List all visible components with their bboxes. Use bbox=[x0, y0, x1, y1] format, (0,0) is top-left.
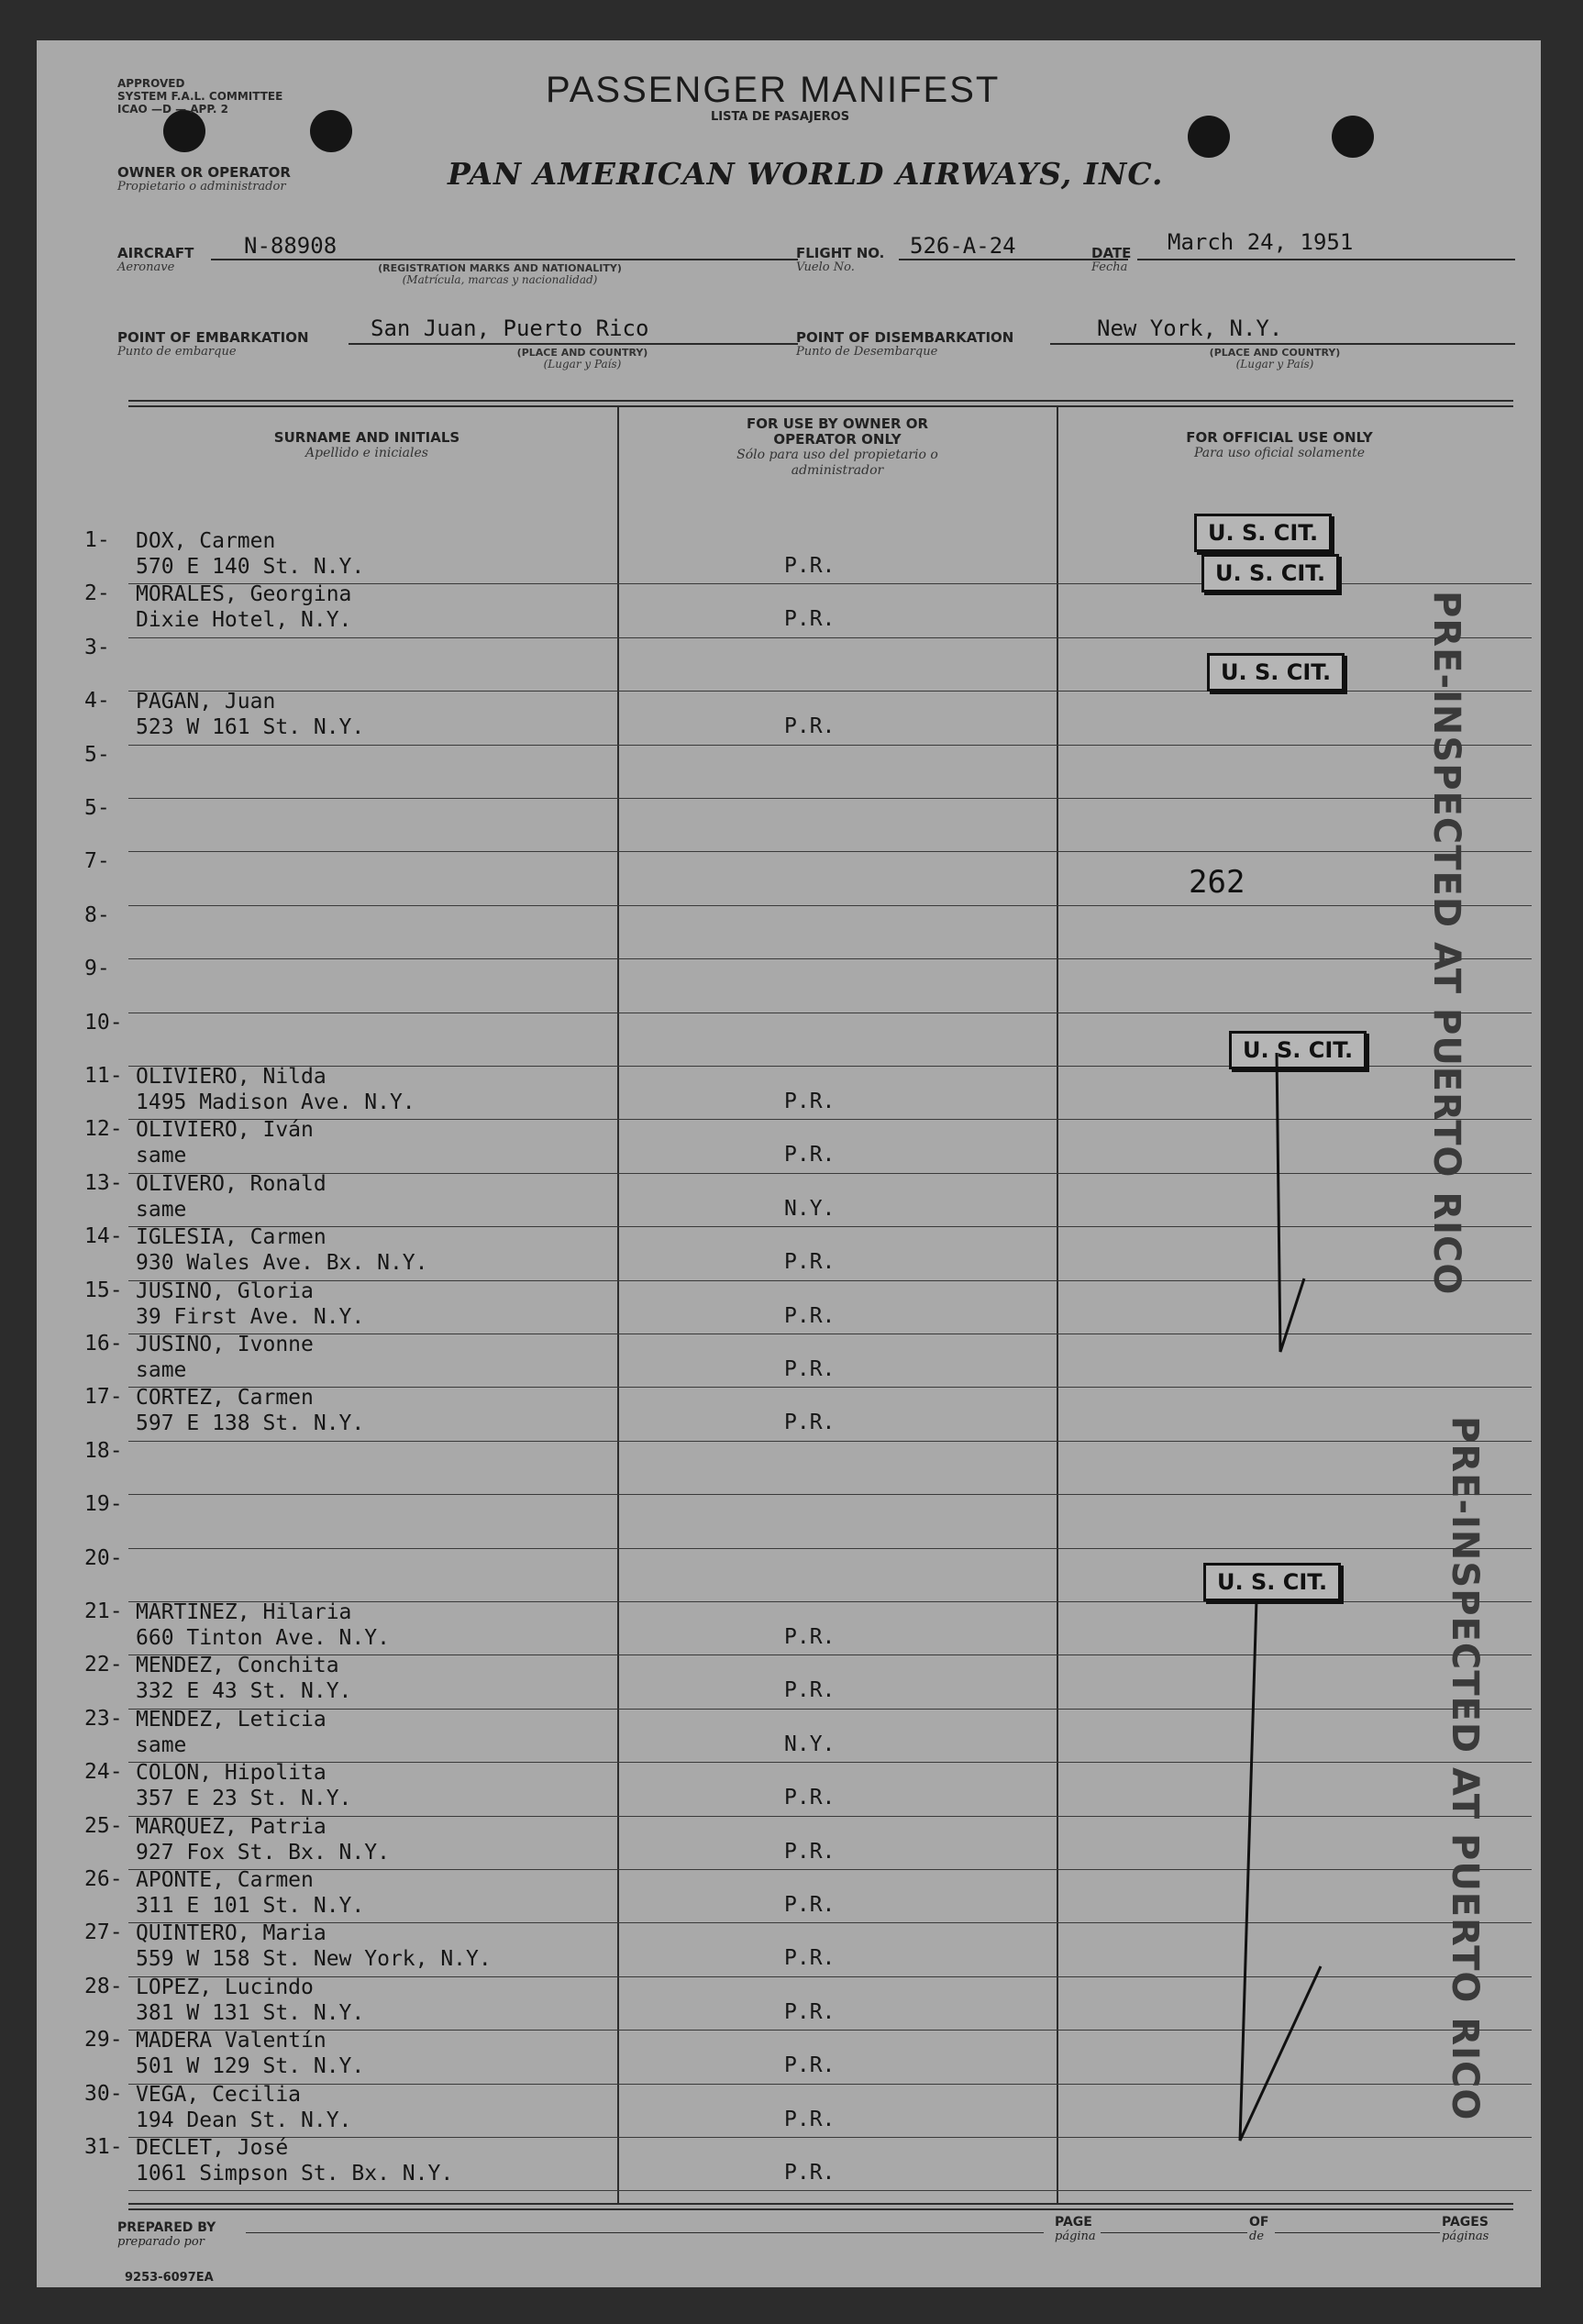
passenger-address: 597 E 138 St. N.Y. bbox=[136, 1411, 365, 1436]
table-bottom-rule bbox=[128, 2208, 1513, 2210]
passenger-address: same bbox=[136, 1358, 187, 1382]
approval-line: ICAO —D — APP. 2 bbox=[117, 103, 229, 116]
manifest-page bbox=[37, 40, 1541, 2287]
passenger-name: JUSINO, Gloria bbox=[136, 1278, 314, 1303]
flight-label: FLIGHT NO. Vuelo No. bbox=[796, 245, 885, 274]
owner-code: P.R. bbox=[784, 2107, 836, 2131]
prepared-by-line bbox=[246, 2232, 1044, 2233]
passenger-address: same bbox=[136, 1732, 187, 1757]
row-number: 13- bbox=[84, 1170, 123, 1195]
owner-column-header: FOR USE BY OWNER OR OPERATOR ONLY Sólo para uso del propietario o administrador bbox=[736, 415, 938, 478]
passenger-address: 332 E 43 St. N.Y. bbox=[136, 1679, 352, 1704]
passenger-address: 559 W 158 St. New York, N.Y. bbox=[136, 1947, 492, 1972]
pages-label: PAGES páginas bbox=[1442, 2215, 1489, 2243]
owner-code: P.R. bbox=[784, 714, 836, 739]
owner-code: P.R. bbox=[784, 2161, 836, 2185]
table-bottom-rule bbox=[128, 2203, 1513, 2205]
passenger-address: 194 Dean St. N.Y. bbox=[136, 2108, 352, 2132]
row-number: 1- bbox=[84, 528, 110, 552]
row-number: 31- bbox=[84, 2135, 123, 2159]
row-number: 28- bbox=[84, 1974, 123, 1998]
owner-code: P.R. bbox=[784, 1625, 836, 1649]
passenger-name: DOX, Carmen bbox=[136, 529, 276, 553]
date-value: March 24, 1951 bbox=[1168, 229, 1354, 255]
row-number: 15- bbox=[84, 1278, 123, 1302]
registration-note: (REGISTRATION MARKS AND NATIONALITY) (Matrícula, marcas y nacionalidad) bbox=[378, 262, 622, 286]
row-number: 19- bbox=[84, 1492, 123, 1517]
owner-code: P.R. bbox=[784, 607, 836, 632]
row-number: 21- bbox=[84, 1599, 123, 1623]
passenger-name: DECLET, José bbox=[136, 2136, 289, 2160]
owner-code: P.R. bbox=[784, 1143, 836, 1168]
passenger-name: VEGA, Cecilia bbox=[136, 2082, 302, 2107]
row-number: 4- bbox=[84, 689, 110, 714]
row-number: 26- bbox=[84, 1867, 123, 1891]
passenger-name: OLIVIERO, Nilda bbox=[136, 1065, 327, 1089]
us-citizen-stamp: U. S. CIT. bbox=[1201, 554, 1339, 592]
passenger-address: 927 Fox St. Bx. N.Y. bbox=[136, 1840, 390, 1865]
passenger-name: LOPEZ, Lucindo bbox=[136, 1975, 314, 1999]
page-title: PASSENGER MANIFEST bbox=[546, 70, 1001, 110]
page-label: PAGE página bbox=[1055, 2215, 1096, 2243]
row-number: 2- bbox=[84, 581, 110, 606]
passenger-address: 523 W 161 St. N.Y. bbox=[136, 715, 365, 740]
passenger-address: 39 First Ave. N.Y. bbox=[136, 1304, 365, 1329]
page-line bbox=[1101, 2232, 1247, 2233]
passenger-name: MARTINEZ, Hilaria bbox=[136, 1600, 352, 1624]
row-number: 12- bbox=[84, 1117, 123, 1142]
owner-code: P.R. bbox=[784, 1357, 836, 1381]
passenger-name: QUINTERO, Maria bbox=[136, 1921, 327, 1946]
check-mark bbox=[1240, 1599, 1321, 2141]
owner-code: P.R. bbox=[784, 1090, 836, 1113]
row-number: 7- bbox=[84, 849, 110, 874]
row-number: 18- bbox=[84, 1438, 123, 1463]
passenger-name: CORTEZ, Carmen bbox=[136, 1386, 314, 1411]
row-number: 27- bbox=[84, 1920, 123, 1945]
us-citizen-stamp: U. S. CIT. bbox=[1203, 1563, 1341, 1601]
row-number: 11- bbox=[84, 1064, 123, 1088]
owner-code: P.R. bbox=[784, 1999, 836, 2024]
owner-code: P.R. bbox=[784, 1839, 836, 1864]
approval-line: SYSTEM F.A.L. COMMITTEE bbox=[117, 90, 283, 103]
operator-name: PAN AMERICAN WORLD AIRWAYS, INC. bbox=[448, 156, 1164, 192]
preinspected-stamp: PRE-INSPECTED AT PUERTO RICO bbox=[1425, 591, 1467, 1296]
owner-code: P.R. bbox=[784, 1678, 836, 1703]
place-note-disembark: (PLACE AND COUNTRY) (Lugar y País) bbox=[1209, 347, 1341, 371]
us-citizen-stamp: U. S. CIT. bbox=[1194, 514, 1332, 552]
passenger-name: IGLESIA, Carmen bbox=[136, 1225, 327, 1250]
surname-column-header: SURNAME AND INITIALS Apellido e iniciales bbox=[273, 429, 460, 460]
owner-code: P.R. bbox=[784, 1893, 836, 1917]
row-number: 14- bbox=[84, 1224, 123, 1249]
check-marks bbox=[37, 40, 1541, 2287]
embarkation-value: San Juan, Puerto Rico bbox=[371, 315, 649, 341]
check-mark bbox=[1277, 1053, 1304, 1352]
owner-code: N.Y. bbox=[784, 1196, 836, 1221]
passenger-name: MADERA Valentín bbox=[136, 2029, 327, 2053]
passenger-address: 311 E 101 St. N.Y. bbox=[136, 1894, 365, 1918]
owner-code: P.R. bbox=[784, 2053, 836, 2078]
row-number: 29- bbox=[84, 2028, 123, 2053]
prepared-by-label: PREPARED BY preparado por bbox=[117, 2220, 216, 2249]
row-number: 16- bbox=[84, 1332, 123, 1356]
official-column-header: FOR OFFICIAL USE ONLY Para uso oficial solamente bbox=[1186, 429, 1373, 460]
passenger-name: MENDEZ, Leticia bbox=[136, 1707, 327, 1732]
owner-code: P.R. bbox=[784, 1411, 836, 1435]
passenger-address: 381 W 131 St. N.Y. bbox=[136, 2000, 365, 2025]
passenger-address: 930 Wales Ave. Bx. N.Y. bbox=[136, 1251, 428, 1276]
us-citizen-stamp: U. S. CIT. bbox=[1207, 653, 1345, 692]
passenger-name: OLIVIERO, Iván bbox=[136, 1118, 314, 1143]
date-label: DATE Fecha bbox=[1091, 245, 1132, 274]
row-number: 23- bbox=[84, 1706, 123, 1731]
row-number: 25- bbox=[84, 1813, 123, 1838]
approval-line: APPROVED bbox=[117, 77, 185, 90]
form-number: 9253-6097EA bbox=[125, 2271, 214, 2285]
owner-code: P.R. bbox=[784, 1946, 836, 1971]
passenger-address: 1061 Simpson St. Bx. N.Y. bbox=[136, 2162, 454, 2186]
of-label: OF de bbox=[1249, 2215, 1269, 2243]
preinspected-stamp: PRE-INSPECTED AT PUERTO RICO bbox=[1444, 1416, 1486, 2121]
row-number: 22- bbox=[84, 1653, 123, 1677]
us-citizen-stamp: U. S. CIT. bbox=[1229, 1031, 1367, 1069]
passenger-address: same bbox=[136, 1144, 187, 1168]
passenger-address: 570 E 140 St. N.Y. bbox=[136, 555, 365, 579]
passenger-name: COLON, Hipolita bbox=[136, 1761, 327, 1786]
aircraft-value: N-88908 bbox=[244, 233, 338, 259]
disembarkation-label: POINT OF DISEMBARKATION Punto de Desembarque bbox=[796, 329, 1014, 359]
owner-code: P.R. bbox=[784, 1250, 836, 1275]
embarkation-label: POINT OF EMBARKATION Punto de embarque bbox=[117, 329, 309, 359]
row-number: 5- bbox=[84, 796, 110, 820]
passenger-address: 660 Tinton Ave. N.Y. bbox=[136, 1626, 390, 1650]
owner-label: OWNER OR OPERATOR Propietario o administrador bbox=[117, 164, 291, 194]
owner-code: P.R. bbox=[784, 1786, 836, 1810]
row-number: 10- bbox=[84, 1010, 123, 1035]
passenger-name: JUSINO, Ivonne bbox=[136, 1333, 314, 1356]
official-count: 262 bbox=[1189, 864, 1245, 901]
place-note-embark: (PLACE AND COUNTRY) (Lugar y País) bbox=[516, 347, 648, 371]
passenger-name: MARQUEZ, Patria bbox=[136, 1814, 327, 1839]
passenger-name: OLIVERO, Ronald bbox=[136, 1171, 327, 1196]
owner-code: N.Y. bbox=[784, 1732, 836, 1756]
passenger-address: 357 E 23 St. N.Y. bbox=[136, 1787, 352, 1811]
passenger-address: same bbox=[136, 1197, 187, 1222]
passenger-address: 501 W 129 St. N.Y. bbox=[136, 2054, 365, 2079]
owner-code: P.R. bbox=[784, 1303, 836, 1328]
page-subtitle: LISTA DE PASAJEROS bbox=[711, 110, 850, 124]
passenger-address: Dixie Hotel, N.Y. bbox=[136, 608, 352, 633]
passenger-name: MENDEZ, Conchita bbox=[136, 1654, 339, 1678]
flight-number: 526-A-24 bbox=[910, 233, 1016, 259]
row-number: 24- bbox=[84, 1760, 123, 1785]
row-number: 17- bbox=[84, 1385, 123, 1410]
row-number: 20- bbox=[84, 1545, 123, 1570]
passenger-name: APONTE, Carmen bbox=[136, 1868, 314, 1892]
passenger-address: 1495 Madison Ave. N.Y. bbox=[136, 1090, 415, 1114]
passenger-name: MORALES, Georgina bbox=[136, 582, 352, 607]
of-line bbox=[1275, 2232, 1440, 2233]
passenger-name: PAGAN, Juan bbox=[136, 690, 276, 714]
row-number: 3- bbox=[84, 635, 110, 659]
row-number: 9- bbox=[84, 957, 110, 981]
aircraft-label: AIRCRAFT Aeronave bbox=[117, 245, 194, 274]
owner-code: P.R. bbox=[784, 554, 836, 578]
row-number: 30- bbox=[84, 2081, 123, 2106]
disembarkation-value: New York, N.Y. bbox=[1097, 315, 1283, 341]
row-number: 5- bbox=[84, 742, 110, 767]
row-number: 8- bbox=[84, 902, 110, 927]
